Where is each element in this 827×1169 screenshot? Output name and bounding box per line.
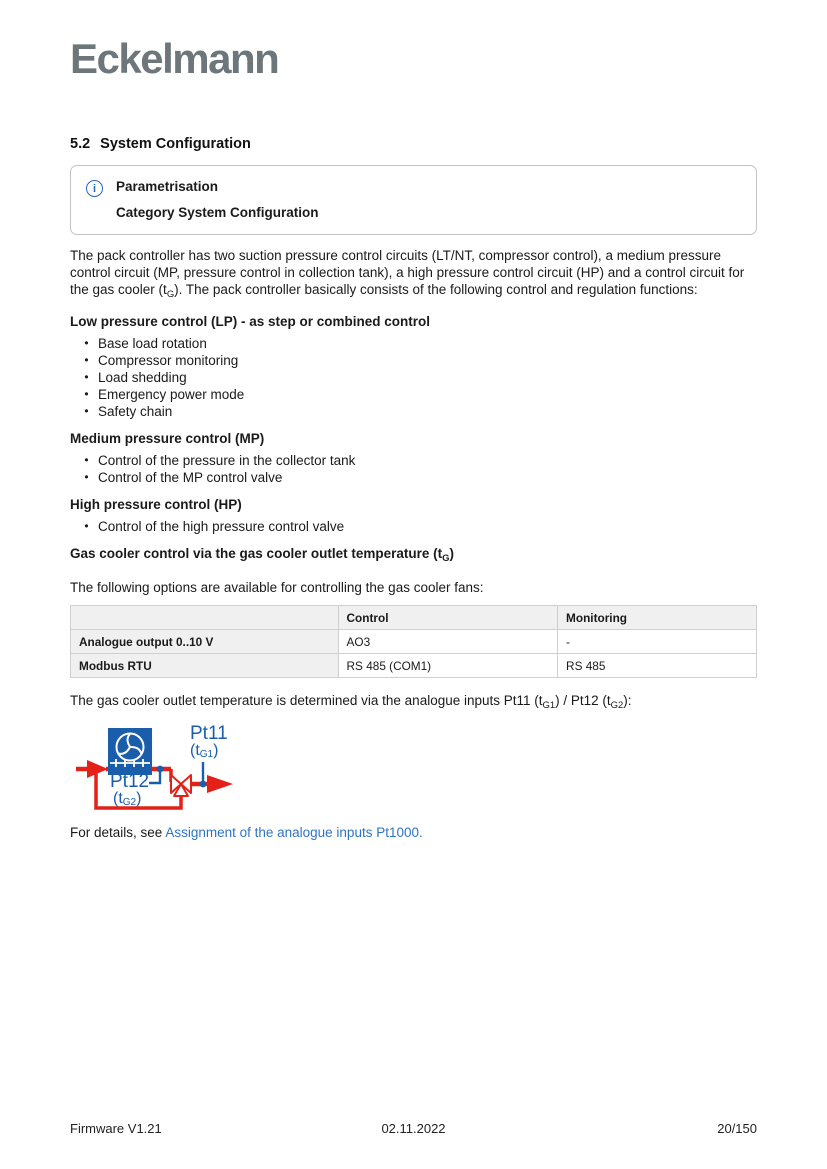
three-way-valve-icon	[171, 775, 191, 796]
footer-date: 02.11.2022	[381, 1121, 446, 1136]
details-link[interactable]: Assignment of the analogue inputs Pt1000.	[165, 825, 423, 841]
logo-text: Eckelmann	[70, 35, 279, 82]
sensor-point-pt12-icon	[157, 766, 164, 773]
table-header-row	[71, 606, 757, 630]
bullet-icon: •	[84, 470, 89, 485]
list-item: • Emergency power mode	[70, 386, 757, 403]
list-item: • Compressor monitoring	[70, 352, 757, 369]
gas-cooler-unit-icon	[108, 728, 152, 775]
info-box-texts	[116, 179, 319, 220]
subheading-high-pressure: High pressure control (HP)	[70, 497, 242, 513]
list-item: • Load shedding	[70, 369, 757, 386]
bullet-list-medium-pressure	[70, 452, 757, 486]
bullet-icon: •	[84, 353, 89, 368]
page-footer	[70, 1121, 757, 1136]
table-cell: RS 485 (COM1)	[338, 654, 558, 678]
table-row-label: Analogue output 0..10 V	[71, 630, 339, 654]
info-icon: i	[86, 180, 103, 197]
intro-paragraph: The pack controller has two suction pressure control circuits (LT/NT, compressor control), a medium pressure control circuit (MP, pressure control in collection tank), a high pressure control circuit (HP) and a control circuit for the gas cooler $(t_G)$. The pack controller basically consists of the following control and regulation functions:	[70, 248, 745, 301]
table-header-empty	[71, 606, 339, 630]
list-item: • Safety chain	[70, 403, 757, 420]
table-row	[71, 654, 757, 678]
options-line: The following options are available for controlling the gas cooler fans:	[70, 580, 484, 596]
subscript-g1: G1	[542, 700, 556, 712]
table-cell: AO3	[338, 630, 558, 654]
list-item: • Control of the MP control valve	[70, 469, 757, 486]
subheading-medium-pressure: Medium pressure control (MP)	[70, 431, 265, 447]
sensor-point-pt11-icon	[200, 781, 207, 788]
gas-cooler-options-table	[70, 605, 757, 678]
bullet-icon: •	[84, 519, 89, 534]
table-cell: RS 485	[558, 654, 757, 678]
section-heading	[70, 136, 757, 152]
bullet-icon: •	[84, 336, 89, 351]
bullet-list-high-pressure	[70, 518, 757, 535]
bullet-icon: •	[84, 370, 89, 385]
subheading-low-pressure: Low pressure control (LP) - as step or combined control	[70, 314, 431, 330]
eckelmann-logo	[70, 35, 757, 82]
table-row	[71, 630, 757, 654]
subscript-g: G	[166, 289, 175, 301]
list-item: • Control of the high pressure control valve	[70, 518, 757, 535]
list-item: • Control of the pressure in the collector tank	[70, 452, 757, 469]
bullet-icon: •	[84, 453, 89, 468]
table-row-label: Modbus RTU	[71, 654, 339, 678]
info-box-subtitle: Category System Configuration	[116, 205, 319, 220]
info-box	[70, 165, 757, 235]
section-title: System Configuration	[100, 136, 251, 152]
list-item: • Base load rotation	[70, 335, 757, 352]
bullet-icon: •	[84, 387, 89, 402]
subscript-g2: G2	[610, 700, 624, 712]
gas-cooler-diagram	[70, 718, 320, 818]
flow-arrow-out-icon	[207, 775, 233, 793]
sensor-line: The gas cooler outlet temperature is determined via the analogue inputs Pt11 $(t_{G1}) / Pt12$ $(t_{G2})$:	[70, 693, 632, 712]
details-line: For details, see Assignment of the analogue inputs Pt1000.	[70, 825, 423, 841]
bullet-icon: •	[84, 404, 89, 419]
bullet-list-low-pressure	[70, 335, 757, 420]
table-header-control: Control	[338, 606, 558, 630]
footer-page-number: 20/150	[717, 1121, 757, 1136]
footer-firmware-version: Firmware V1.21	[70, 1121, 162, 1136]
pt11-label: Pt11 (tG1)	[190, 723, 228, 761]
info-box-title: Parametrisation	[116, 179, 219, 194]
page-content	[70, 0, 757, 841]
table-cell: -	[558, 630, 757, 654]
pt12-label: Pt12 (tG2)	[110, 771, 150, 809]
section-number: 5.2	[70, 136, 91, 152]
table-header-monitoring: Monitoring	[558, 606, 757, 630]
subscript-g: G	[442, 553, 450, 565]
subheading-gas-cooler: Gas cooler control via the gas cooler outlet temperature $(t_G)$	[70, 546, 454, 565]
